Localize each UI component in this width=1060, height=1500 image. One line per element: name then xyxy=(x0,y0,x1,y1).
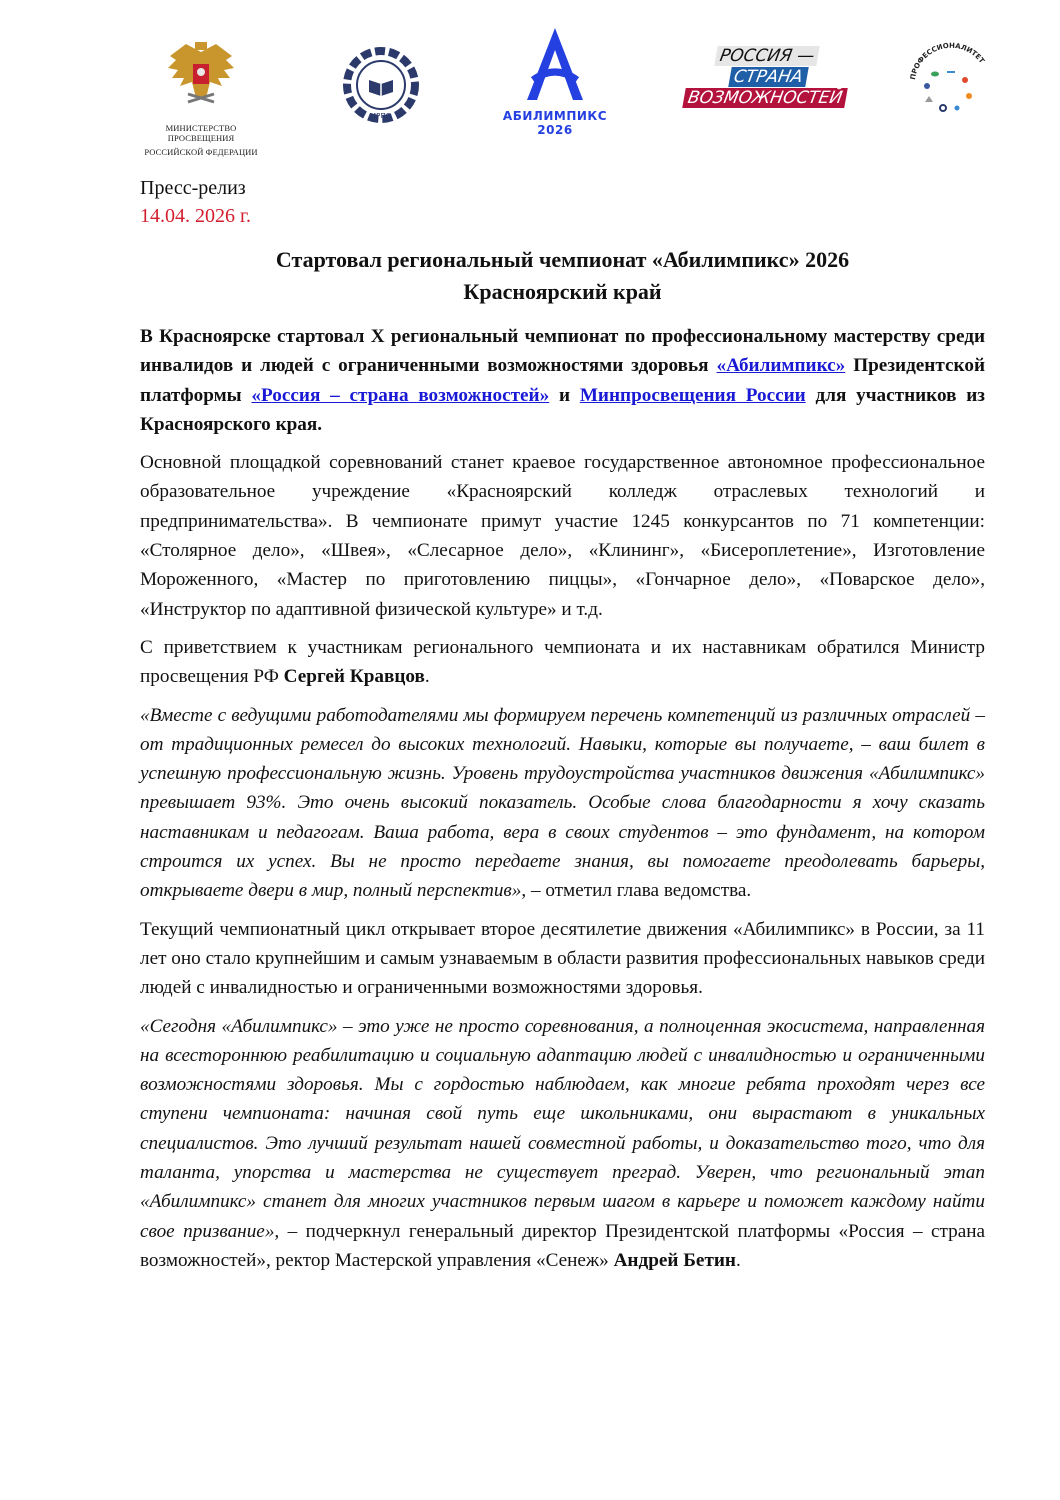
lead-text-3: и xyxy=(549,384,580,406)
title-line-1: Стартовал региональный чемпионат «Абилимпикс» 2026 xyxy=(275,247,850,272)
russia-land-of-opportunity-logo xyxy=(680,46,850,116)
svg-text:ПРОФЕССИОНАЛИТЕТ xyxy=(909,42,986,81)
abilympics-caption: АБИЛИМПИКС xyxy=(502,109,608,123)
quote-1-text: «Вместе с ведущими работодателями мы формируем перечень компетенций из различных отраслей – от традиционных ремесел до высоких технологий. Навыки, которые вы получаете, – ваш билет в успешную профессиональную жизнь. Уровень трудоустройства участников движения «Абилимпикс» превышает 93%. Это очень высокий показатель. Особые слова благодарности я хочу сказать наставникам и педагогам. Ваша работа, вера в своих студентов – это фундамент, на котором строится их успех. Вы не просто передаете знания, вы помогаете преодолевать барьеры, открываете двери в мир, полный перспектив» xyxy=(140,704,985,902)
press-release-header xyxy=(140,174,251,230)
quote-1-attribution: , – отметил глава ведомства. xyxy=(521,880,752,902)
minister-greeting-paragraph xyxy=(140,633,985,692)
irpo-caption: ИРПО xyxy=(370,112,392,120)
minister-quote xyxy=(140,701,985,906)
abilympics-year: 2026 xyxy=(537,123,573,137)
page-title xyxy=(140,244,985,308)
professionalitet-icon xyxy=(905,40,995,130)
logo-bar xyxy=(0,24,1060,157)
abilympics-logo xyxy=(500,24,610,144)
rsv-line-2: СТРАНА xyxy=(728,67,808,87)
press-release-label: Пресс-релиз xyxy=(140,177,246,199)
lead-text-1: В Красноярске стартовал X региональный чемпионат по профессиональному мастерству среди инвалидов и людей с ограниченными возможностями здоровья xyxy=(140,326,985,377)
ministry-of-education-logo xyxy=(136,38,266,157)
venue-paragraph: Основной площадкой соревнований станет краевое государственное автономное профессиональное образовательное учреждение «Красноярский колледж отраслевых технологий и предпринимательства». В чемпионате примут участие 1245 конкурсантов по 71 компетенции: «Столярное дело», «Швея», «Слесарное дело», «Клининг», «Бисероплетение», Изготовление Мороженного, «Мастер по приготовлению пиццы», «Гончарное дело», «Поварское дело», «Инструктор по адаптивной физической культуре» и т.д. xyxy=(140,452,985,620)
minister-name: Сергей Кравцов xyxy=(283,666,425,688)
title-line-2: Красноярский край xyxy=(463,279,662,304)
lead-text-4: для участников из Красноярского края. xyxy=(140,384,985,435)
greeting-text: С приветствием к участникам регионального чемпионата и их наставникам обратился Министр просвещения РФ xyxy=(140,636,985,688)
ministry-caption-2: РОССИЙСКОЙ ФЕДЕРАЦИИ xyxy=(144,147,258,157)
release-date: 14.04. 2026 г. xyxy=(140,205,251,227)
abilympics-link[interactable]: «Абилимпикс» xyxy=(716,355,846,377)
ministry-caption-1: МИНИСТЕРСТВО ПРОСВЕЩЕНИЯ xyxy=(165,123,237,143)
director-quote-paragraph xyxy=(140,1012,985,1276)
quote-2-text: «Сегодня «Абилимпикс» – это уже не просто соревнования, а полноценная экосистема, направленная на всестороннюю реабилитацию и социальную адаптацию людей с инвалидностью и ограниченными возможностями здоровья. Мы с гордостью наблюдаем, как многие ребята проходят через все ступени чемпионата: начиная свой путь еще школьниками, они вырастают в уникальных специалистов. Это лучший результат нашей совместной работы, и доказательство того, что для таланта, упорства и мастерства не существует преград. Уверен, что региональный этап «Абилимпикс» станет для многих участников первым шагом в карьере и поможет каждому найти свое призвание», – xyxy=(140,1015,985,1242)
rsv-line-3: ВОЗМОЖНОСТЕЙ xyxy=(682,88,848,108)
article-body xyxy=(140,322,985,1284)
russia-platform-link[interactable]: «Россия – страна возможностей» xyxy=(251,384,550,406)
quote-2-attribution: подчеркнул генеральный директор Президентской платформы «Россия – страна возможностей», ректор Мастерской управления «Сенеж» xyxy=(140,1220,986,1271)
rsv-line-1: РОССИЯ — xyxy=(714,46,820,66)
lead-text-2: Президентской платформы xyxy=(140,355,985,406)
director-name: Андрей Бетин xyxy=(613,1249,736,1271)
irpo-logo xyxy=(340,44,422,126)
quote-2-end: . xyxy=(735,1249,741,1271)
lead-paragraph xyxy=(140,322,985,439)
professionalitet-logo xyxy=(905,40,995,130)
gear-book-emblem-icon xyxy=(340,44,422,126)
professionalitet-caption: ПРОФЕССИОНАЛИТЕТ xyxy=(908,41,986,81)
cycle-paragraph: Текущий чемпионатный цикл открывает второе десятилетие движения «Абилимпикс» в России, за 11 лет оно стало крупнейшим и самым узнаваемым в области развития профессиональных навыков среди людей с инвалидностью и ограниченными возможностями здоровья. xyxy=(140,918,985,999)
minprosvesheniya-link[interactable]: Минпросвещения России xyxy=(579,384,806,406)
double-headed-eagle-icon xyxy=(166,38,236,114)
abilympics-a-icon xyxy=(515,24,595,104)
greeting-end: . xyxy=(424,666,430,688)
